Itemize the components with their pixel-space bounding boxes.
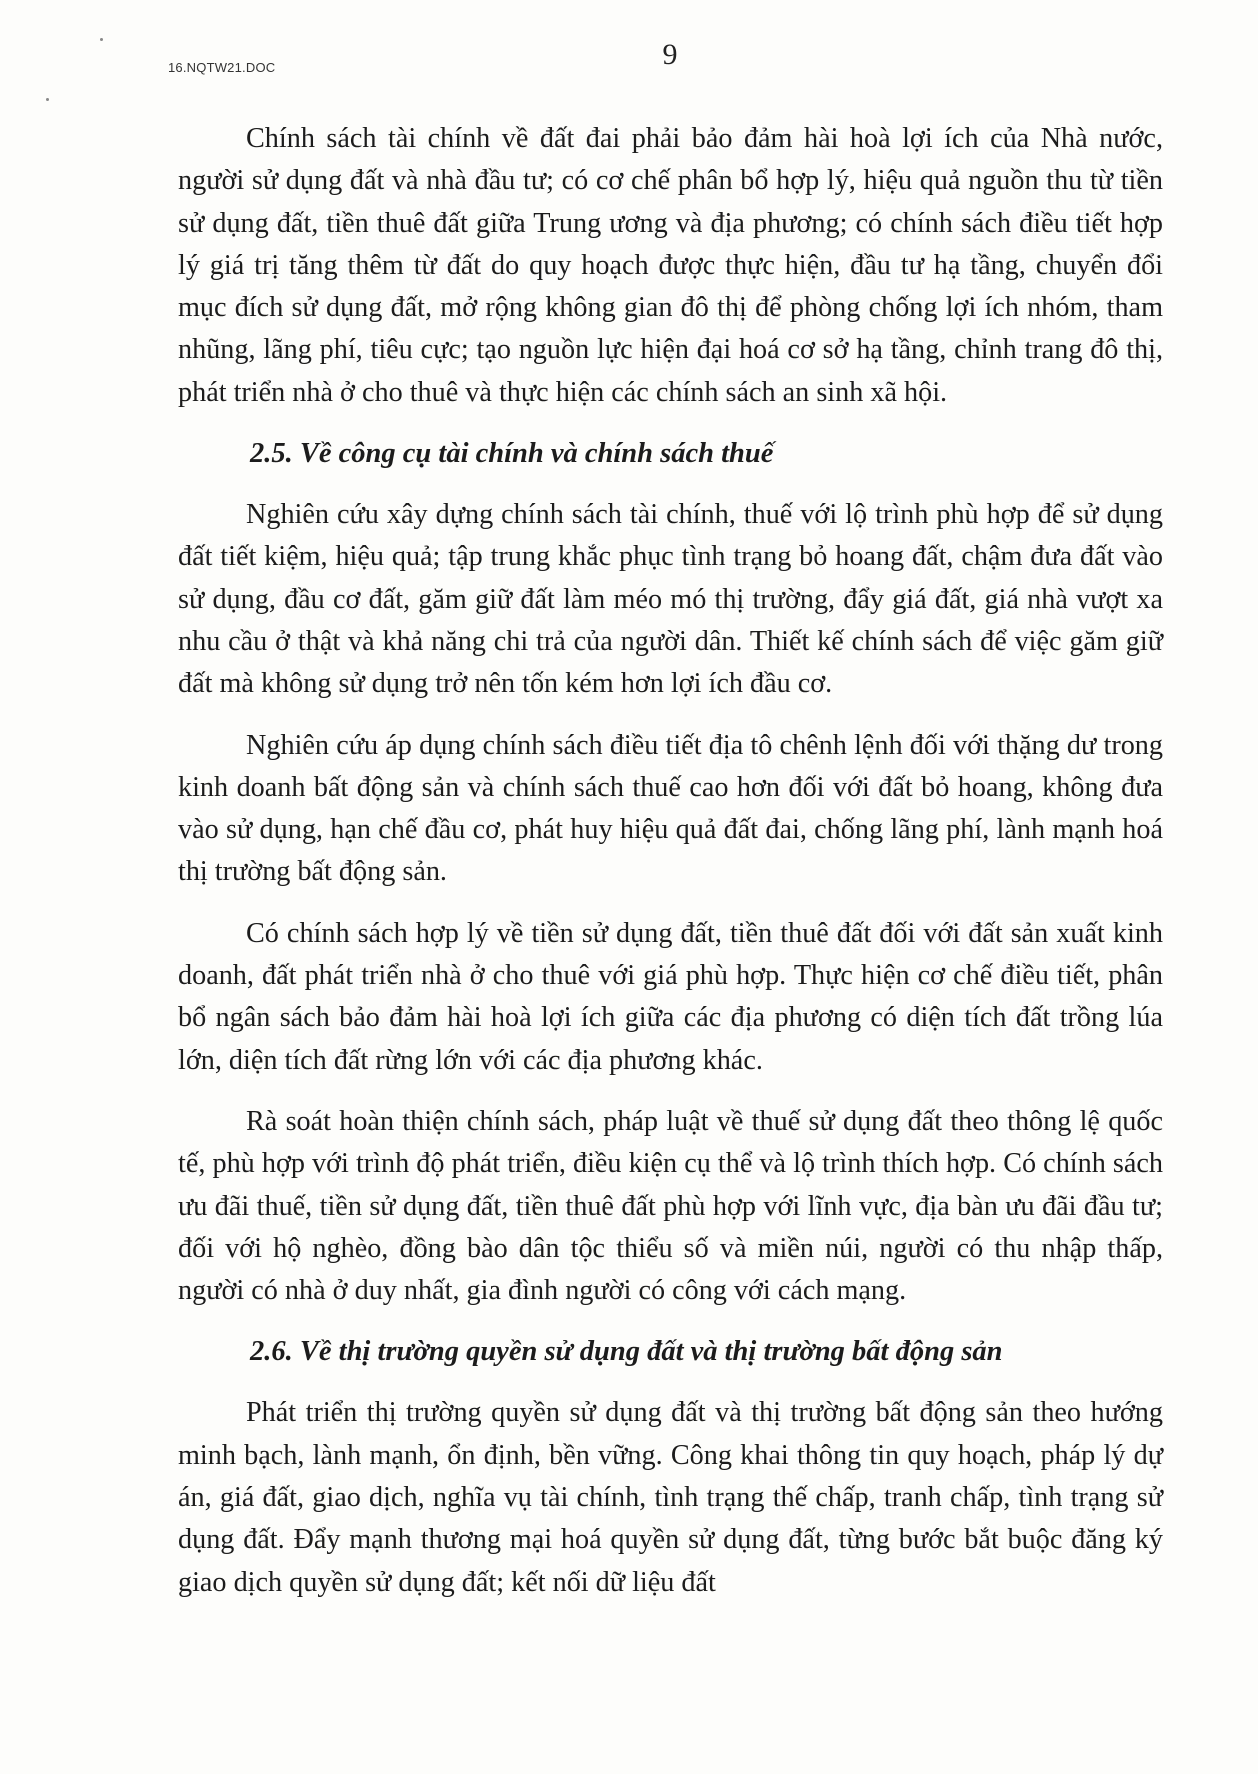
paragraph: Chính sách tài chính về đất đai phải bảo đảm hài hoà lợi ích của Nhà nước, người sử dụng đất và nhà đầu tư; có cơ chế phân bổ hợp lý, hiệu quả nguồn thu từ tiền sử dụng đất, tiền thuê đất giữa Trung ương và địa phương; có chính sách điều tiết hợp lý giá trị tăng thêm từ đất do quy hoạch được thực hiện, đầu tư hạ tầng, chuyển đổi mục đích sử dụng đất, mở rộng không gian đô thị để phòng chống lợi ích nhóm, tham nhũng, lãng phí, tiêu cực; tạo nguồn lực hiện đại hoá cơ sở hạ tầng, chỉnh trang đô thị, phát triển nhà ở cho thuê và thực hiện các chính sách an sinh xã hội. bbox=[178, 123, 1163, 408]
paragraph: Có chính sách hợp lý về tiền sử dụng đất, tiền thuê đất đối với đất sản xuất kinh doanh, đất phát triển nhà ở cho thuê với giá phù hợp. Thực hiện cơ chế điều tiết, phân bổ ngân sách bảo đảm hài hoà lợi ích giữa các địa phương có diện tích đất trồng lúa lớn, diện tích đất rừng lớn với các địa phương khác. bbox=[178, 917, 1163, 1076]
scan-speck bbox=[46, 98, 49, 101]
paragraph: Nghiên cứu áp dụng chính sách điều tiết địa tô chênh lệnh đối với thặng dư trong kinh doanh bất động sản và chính sách thuế cao hơn đối với đất bỏ hoang, không đưa vào sử dụng, hạn chế đầu cơ, phát huy hiệu quả đất đai, chống lãng phí, lành mạnh hoá thị trường bất động sản. bbox=[178, 729, 1163, 888]
document-body bbox=[178, 118, 1163, 1623]
document-id: 16.NQTW21.DOC bbox=[168, 60, 276, 75]
section-heading-2-5: 2.5. Về công cụ tài chính và chính sách thuế bbox=[250, 438, 774, 470]
page-number: 9 bbox=[662, 38, 678, 71]
paragraph: Phát triển thị trường quyền sử dụng đất và thị trường bất động sản theo hướng minh bạch, lành mạnh, ổn định, bền vững. Công khai thông tin quy hoạch, pháp lý dự án, giá đất, giao dịch, nghĩa vụ tài chính, tình trạng thế chấp, tranh chấp, tình trạng sử dụng đất. Đẩy mạnh thương mại hoá quyền sử dụng đất, từng bước bắt buộc đăng ký giao dịch quyền sử dụng đất; kết nối dữ liệu đất bbox=[178, 1397, 1163, 1598]
paragraph: Rà soát hoàn thiện chính sách, pháp luật về thuế sử dụng đất theo thông lệ quốc tế, phù hợp với trình độ phát triển, điều kiện cụ thể và lộ trình thích hợp. Có chính sách ưu đãi thuế, tiền sử dụng đất, tiền thuê đất phù hợp với lĩnh vực, địa bàn ưu đãi đầu tư; đối với hộ nghèo, đồng bào dân tộc thiểu số và miền núi, người có thu nhập thấp, người có nhà ở duy nhất, gia đình người có công với cách mạng. bbox=[178, 1105, 1163, 1307]
paragraph: Nghiên cứu xây dựng chính sách tài chính, thuế với lộ trình phù hợp để sử dụng đất tiết kiệm, hiệu quả; tập trung khắc phục tình trạng bỏ hoang đất, chậm đưa đất vào sử dụng, đầu cơ đất, găm giữ đất làm méo mó thị trường, đẩy giá đất, giá nhà vượt xa nhu cầu ở thật và khả năng chi trả của người dân. Thiết kế chính sách để việc găm giữ đất mà không sử dụng trở nên tốn kém hơn lợi ích đầu cơ. bbox=[178, 499, 1163, 700]
section-heading-2-6: 2.6. Về thị trường quyền sử dụng đất và thị trường bất động sản bbox=[250, 1336, 1003, 1368]
